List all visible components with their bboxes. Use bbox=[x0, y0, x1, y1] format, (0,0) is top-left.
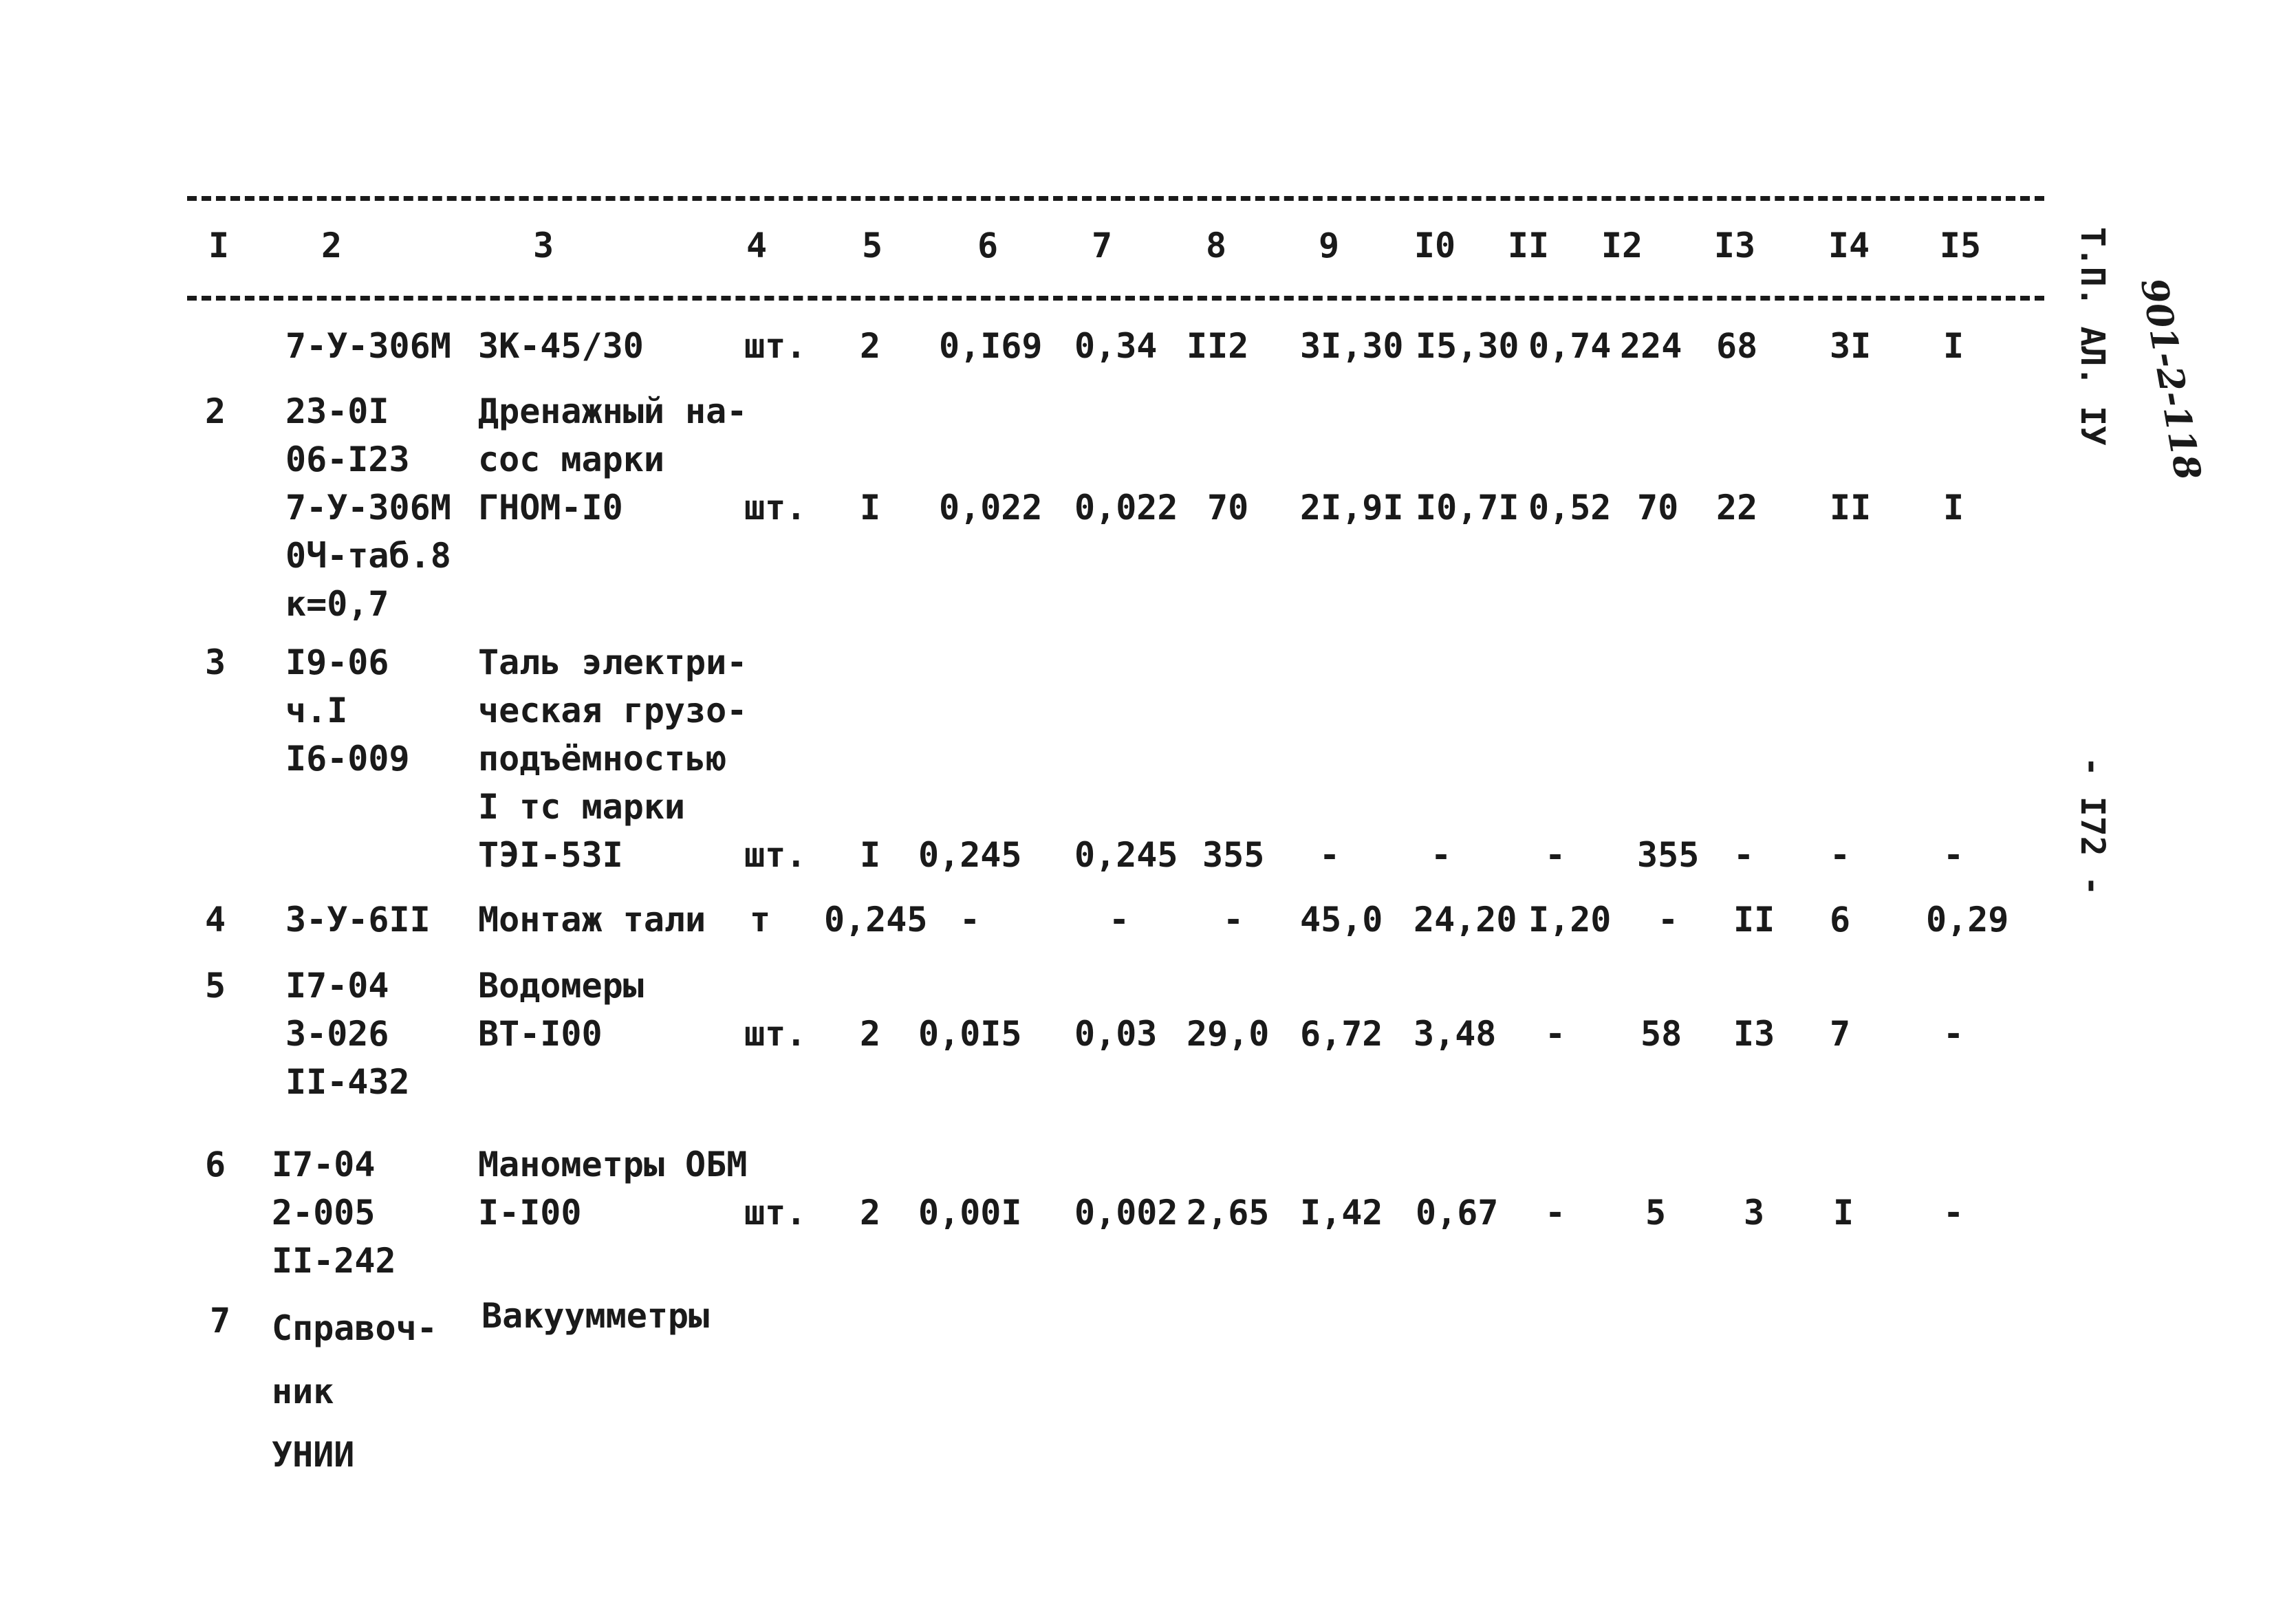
cell-name: Монтаж тали bbox=[478, 900, 706, 940]
cell-row-number: 3 bbox=[205, 642, 226, 682]
cell-c15: - bbox=[1943, 1193, 1964, 1233]
col-header-14: I4 bbox=[1828, 226, 1870, 266]
cell-c13: II bbox=[1733, 900, 1775, 940]
cell-c15: - bbox=[1943, 1014, 1964, 1054]
cell-c7: 0,245 bbox=[1074, 835, 1178, 875]
col-header-8: 8 bbox=[1205, 226, 1227, 266]
cell-c10: 24,20 bbox=[1414, 900, 1517, 940]
cell-c6: 0,245 bbox=[918, 835, 1022, 875]
cell-c13: 22 bbox=[1716, 488, 1758, 528]
cell-c11: - bbox=[1545, 1193, 1566, 1233]
cell-c6: 0,00I bbox=[918, 1193, 1022, 1233]
cell-row-number: 4 bbox=[205, 900, 226, 940]
cell-c8: 29,0 bbox=[1187, 1014, 1270, 1054]
cell-code: 7-У-306М bbox=[285, 326, 451, 366]
cell-row-number: 2 bbox=[205, 391, 226, 431]
cell-c14: 7 bbox=[1830, 1014, 1851, 1054]
col-header-9: 9 bbox=[1318, 226, 1340, 266]
cell-c11: - bbox=[1545, 1014, 1566, 1054]
cell-c14: I bbox=[1833, 1193, 1854, 1233]
cell-name: Водомеры ВТ-I00 bbox=[478, 966, 644, 1054]
col-header-12: I2 bbox=[1601, 226, 1643, 266]
cell-qty: 0,245 bbox=[824, 900, 928, 940]
cell-name: Таль электри- ческая грузо- подъёмностью I тс марки ТЭI-53I bbox=[478, 642, 748, 875]
cell-code: I7-04 2-005 II-242 bbox=[272, 1145, 396, 1281]
cell-c12: 70 bbox=[1637, 488, 1679, 528]
cell-row-number: 5 bbox=[205, 966, 226, 1006]
cell-c7: 0,002 bbox=[1074, 1193, 1178, 1233]
cell-unit: шт. bbox=[744, 835, 807, 875]
cell-c11: - bbox=[1545, 835, 1566, 875]
cell-c12: 58 bbox=[1640, 1014, 1682, 1054]
cell-c13: I3 bbox=[1733, 1014, 1775, 1054]
cell-c12: 355 bbox=[1637, 835, 1700, 875]
cell-c10: I5,30 bbox=[1416, 326, 1519, 366]
cell-code: I9-06 ч.I I6-009 bbox=[285, 642, 410, 779]
cell-code: Справоч- ник УНИИ bbox=[272, 1308, 437, 1475]
cell-c15: I bbox=[1943, 326, 1964, 366]
cell-code: 3-У-6II bbox=[285, 900, 431, 940]
cell-c14: 6 bbox=[1830, 900, 1851, 940]
cell-qty: 2 bbox=[860, 326, 881, 366]
col-header-3: 3 bbox=[532, 226, 554, 266]
page-number: - I72 - bbox=[2073, 757, 2112, 896]
cell-c13: 68 bbox=[1716, 326, 1758, 366]
cell-c8: 2,65 bbox=[1187, 1193, 1270, 1233]
header-top-rule bbox=[187, 196, 2044, 201]
cell-row-number: 6 bbox=[205, 1145, 226, 1184]
col-header-1: I bbox=[208, 226, 230, 266]
cell-qty: 2 bbox=[860, 1014, 881, 1054]
col-header-7: 7 bbox=[1091, 226, 1113, 266]
cell-c13: 3 bbox=[1744, 1193, 1765, 1233]
cell-name: Дренажный на- сос марки ГНОМ-I0 bbox=[478, 391, 748, 528]
cell-code: I7-04 3-026 II-432 bbox=[285, 966, 410, 1102]
cell-c10: - bbox=[1431, 835, 1452, 875]
cell-qty: I bbox=[860, 488, 881, 528]
cell-c14: - bbox=[1830, 835, 1851, 875]
col-header-10: I0 bbox=[1414, 226, 1456, 266]
cell-c6: 0,I69 bbox=[939, 326, 1043, 366]
cell-c11: I,20 bbox=[1528, 900, 1612, 940]
cell-c7: 0,34 bbox=[1074, 326, 1158, 366]
cell-c15: I bbox=[1943, 488, 1964, 528]
cell-c7: 0,03 bbox=[1074, 1014, 1158, 1054]
cell-c12: 5 bbox=[1645, 1193, 1667, 1233]
cell-c10: I0,7I bbox=[1416, 488, 1519, 528]
col-header-11: II bbox=[1507, 226, 1550, 266]
cell-c9: I,42 bbox=[1300, 1193, 1383, 1233]
col-header-13: I3 bbox=[1713, 226, 1756, 266]
cell-c9: 3I,30 bbox=[1300, 326, 1404, 366]
cell-c6: 0,0I5 bbox=[918, 1014, 1022, 1054]
cell-unit: т bbox=[750, 900, 771, 940]
cell-c15: - bbox=[1943, 835, 1964, 875]
cell-c9: 2I,9I bbox=[1300, 488, 1404, 528]
col-header-15: I5 bbox=[1939, 226, 1982, 266]
cell-c8: 355 bbox=[1202, 835, 1265, 875]
cell-unit: шт. bbox=[744, 1193, 807, 1233]
cell-c9: - bbox=[1319, 835, 1341, 875]
cell-name: Вакуумметры bbox=[481, 1296, 710, 1336]
cell-c11: 0,74 bbox=[1528, 326, 1612, 366]
cell-c10: 0,67 bbox=[1416, 1193, 1499, 1233]
cell-c15: 0,29 bbox=[1926, 900, 2009, 940]
cell-qty: 2 bbox=[860, 1193, 881, 1233]
cell-c12: - bbox=[1658, 900, 1679, 940]
cell-c13: - bbox=[1733, 835, 1755, 875]
col-header-2: 2 bbox=[321, 226, 343, 266]
col-header-6: 6 bbox=[977, 226, 999, 266]
cell-code: 23-0I 06-I23 7-У-306М 0Ч-таб.8 к=0,7 bbox=[285, 391, 451, 624]
cell-unit: шт. bbox=[744, 326, 807, 366]
doc-reference: Т.П. АЛ. IУ bbox=[2073, 227, 2112, 446]
cell-c11: 0,52 bbox=[1528, 488, 1612, 528]
cell-c9: 45,0 bbox=[1300, 900, 1383, 940]
cell-c6: 0,022 bbox=[939, 488, 1043, 528]
cell-c8: - bbox=[1223, 900, 1244, 940]
cell-c10: 3,48 bbox=[1414, 1014, 1497, 1054]
cell-qty: I bbox=[860, 835, 881, 875]
cell-c8: II2 bbox=[1187, 326, 1249, 366]
cell-row-number: 7 bbox=[210, 1301, 231, 1341]
col-header-4: 4 bbox=[746, 226, 768, 266]
cell-unit: шт. bbox=[744, 488, 807, 528]
handwritten-note: 901-2-118 bbox=[2132, 275, 2209, 484]
cell-c12: 224 bbox=[1620, 326, 1682, 366]
cell-c7: 0,022 bbox=[1074, 488, 1178, 528]
cell-name: Манометры ОБМ I-I00 bbox=[478, 1145, 748, 1233]
cell-c6: - bbox=[960, 900, 981, 940]
cell-c9: 6,72 bbox=[1300, 1014, 1383, 1054]
cell-c14: 3I bbox=[1830, 326, 1872, 366]
cell-c14: II bbox=[1830, 488, 1872, 528]
cell-name: ЗК-45/30 bbox=[478, 326, 644, 366]
cell-c7: - bbox=[1109, 900, 1130, 940]
header-bottom-rule bbox=[187, 296, 2044, 301]
col-header-5: 5 bbox=[861, 226, 883, 266]
cell-c8: 70 bbox=[1207, 488, 1249, 528]
cell-unit: шт. bbox=[744, 1014, 807, 1054]
